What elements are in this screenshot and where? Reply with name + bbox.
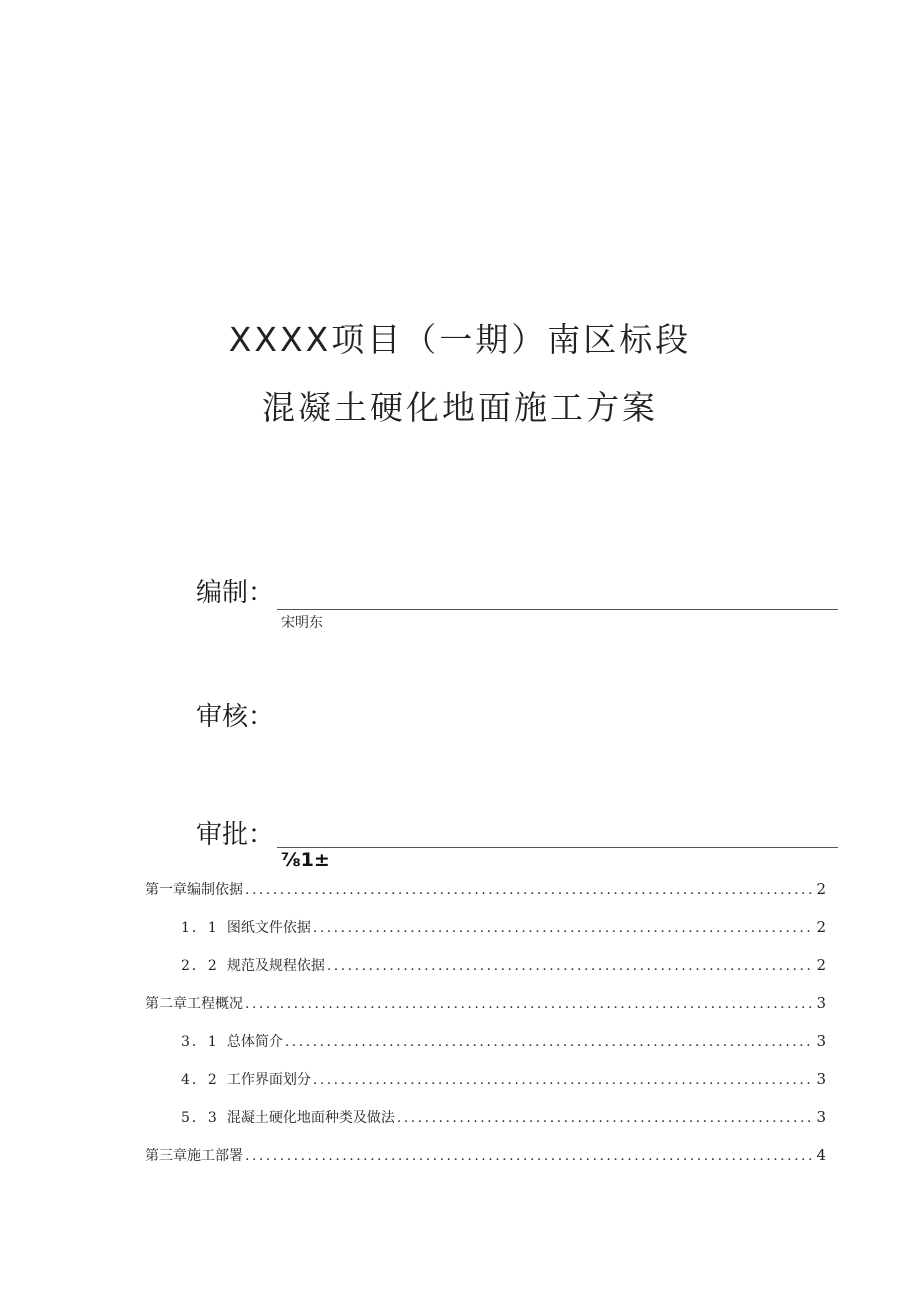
- toc-entry-text: 混凝土硬化地面种类及做法: [226, 1110, 395, 1126]
- toc-entry-text: 总体简介: [226, 1034, 283, 1050]
- toc-entry[interactable]: [145, 1145, 826, 1167]
- toc-leader: [327, 958, 815, 974]
- compile-signature-line: [277, 609, 838, 610]
- toc-page-number: 2: [816, 880, 826, 898]
- toc-page-number: 3: [816, 1032, 826, 1050]
- toc-entry[interactable]: [145, 879, 826, 901]
- toc-page-number: 3: [816, 994, 826, 1012]
- approve-label: 审批：: [196, 820, 275, 850]
- document-title: 混凝土硬化地面施工方案: [262, 388, 658, 427]
- toc-entry-text: 图纸文件依据: [226, 920, 311, 936]
- toc-entry[interactable]: [181, 917, 826, 939]
- toc-leader: [245, 1148, 814, 1164]
- toc-entry[interactable]: [181, 1107, 826, 1129]
- project-title: XXXX项目（一期）南区标段: [228, 320, 692, 359]
- toc-page-number: 4: [816, 1146, 826, 1164]
- toc-entry-number: 1．1: [181, 920, 219, 936]
- toc-entry[interactable]: [181, 955, 826, 977]
- toc-leader: [245, 996, 814, 1012]
- toc-page-number: 3: [816, 1070, 826, 1088]
- toc-entry-number: 5．3: [181, 1110, 219, 1126]
- review-label: 审核：: [196, 702, 275, 732]
- toc-entry-number: 3．1: [181, 1034, 219, 1050]
- toc-entry-text: 规范及规程依据: [226, 958, 325, 974]
- toc-entry-text: 第二章工程概况: [145, 996, 243, 1012]
- toc-entry-text: 工作界面划分: [226, 1072, 311, 1088]
- toc-leader: [313, 920, 815, 936]
- toc-entry[interactable]: [145, 993, 826, 1015]
- toc-heading: ⅞1±: [281, 849, 330, 871]
- toc-entry-text: 第三章施工部署: [145, 1148, 243, 1164]
- toc-entry-number: 2．2: [181, 958, 219, 974]
- toc-entry[interactable]: [181, 1069, 826, 1091]
- toc-leader: [245, 882, 814, 898]
- toc-entry-number: 4．2: [181, 1072, 219, 1088]
- toc-leader: [313, 1072, 815, 1088]
- toc-leader: [285, 1034, 815, 1050]
- toc-page-number: 2: [816, 918, 826, 936]
- approve-signature-line: [277, 847, 838, 848]
- toc-page-number: 3: [816, 1108, 826, 1126]
- toc-entry-text: 第一章编制依据: [145, 882, 243, 898]
- toc-leader: [397, 1110, 815, 1126]
- compile-label: 编制：: [196, 578, 275, 608]
- compiler-name: 宋明东: [281, 615, 323, 631]
- toc-entry[interactable]: [181, 1031, 826, 1053]
- toc-page-number: 2: [816, 956, 826, 974]
